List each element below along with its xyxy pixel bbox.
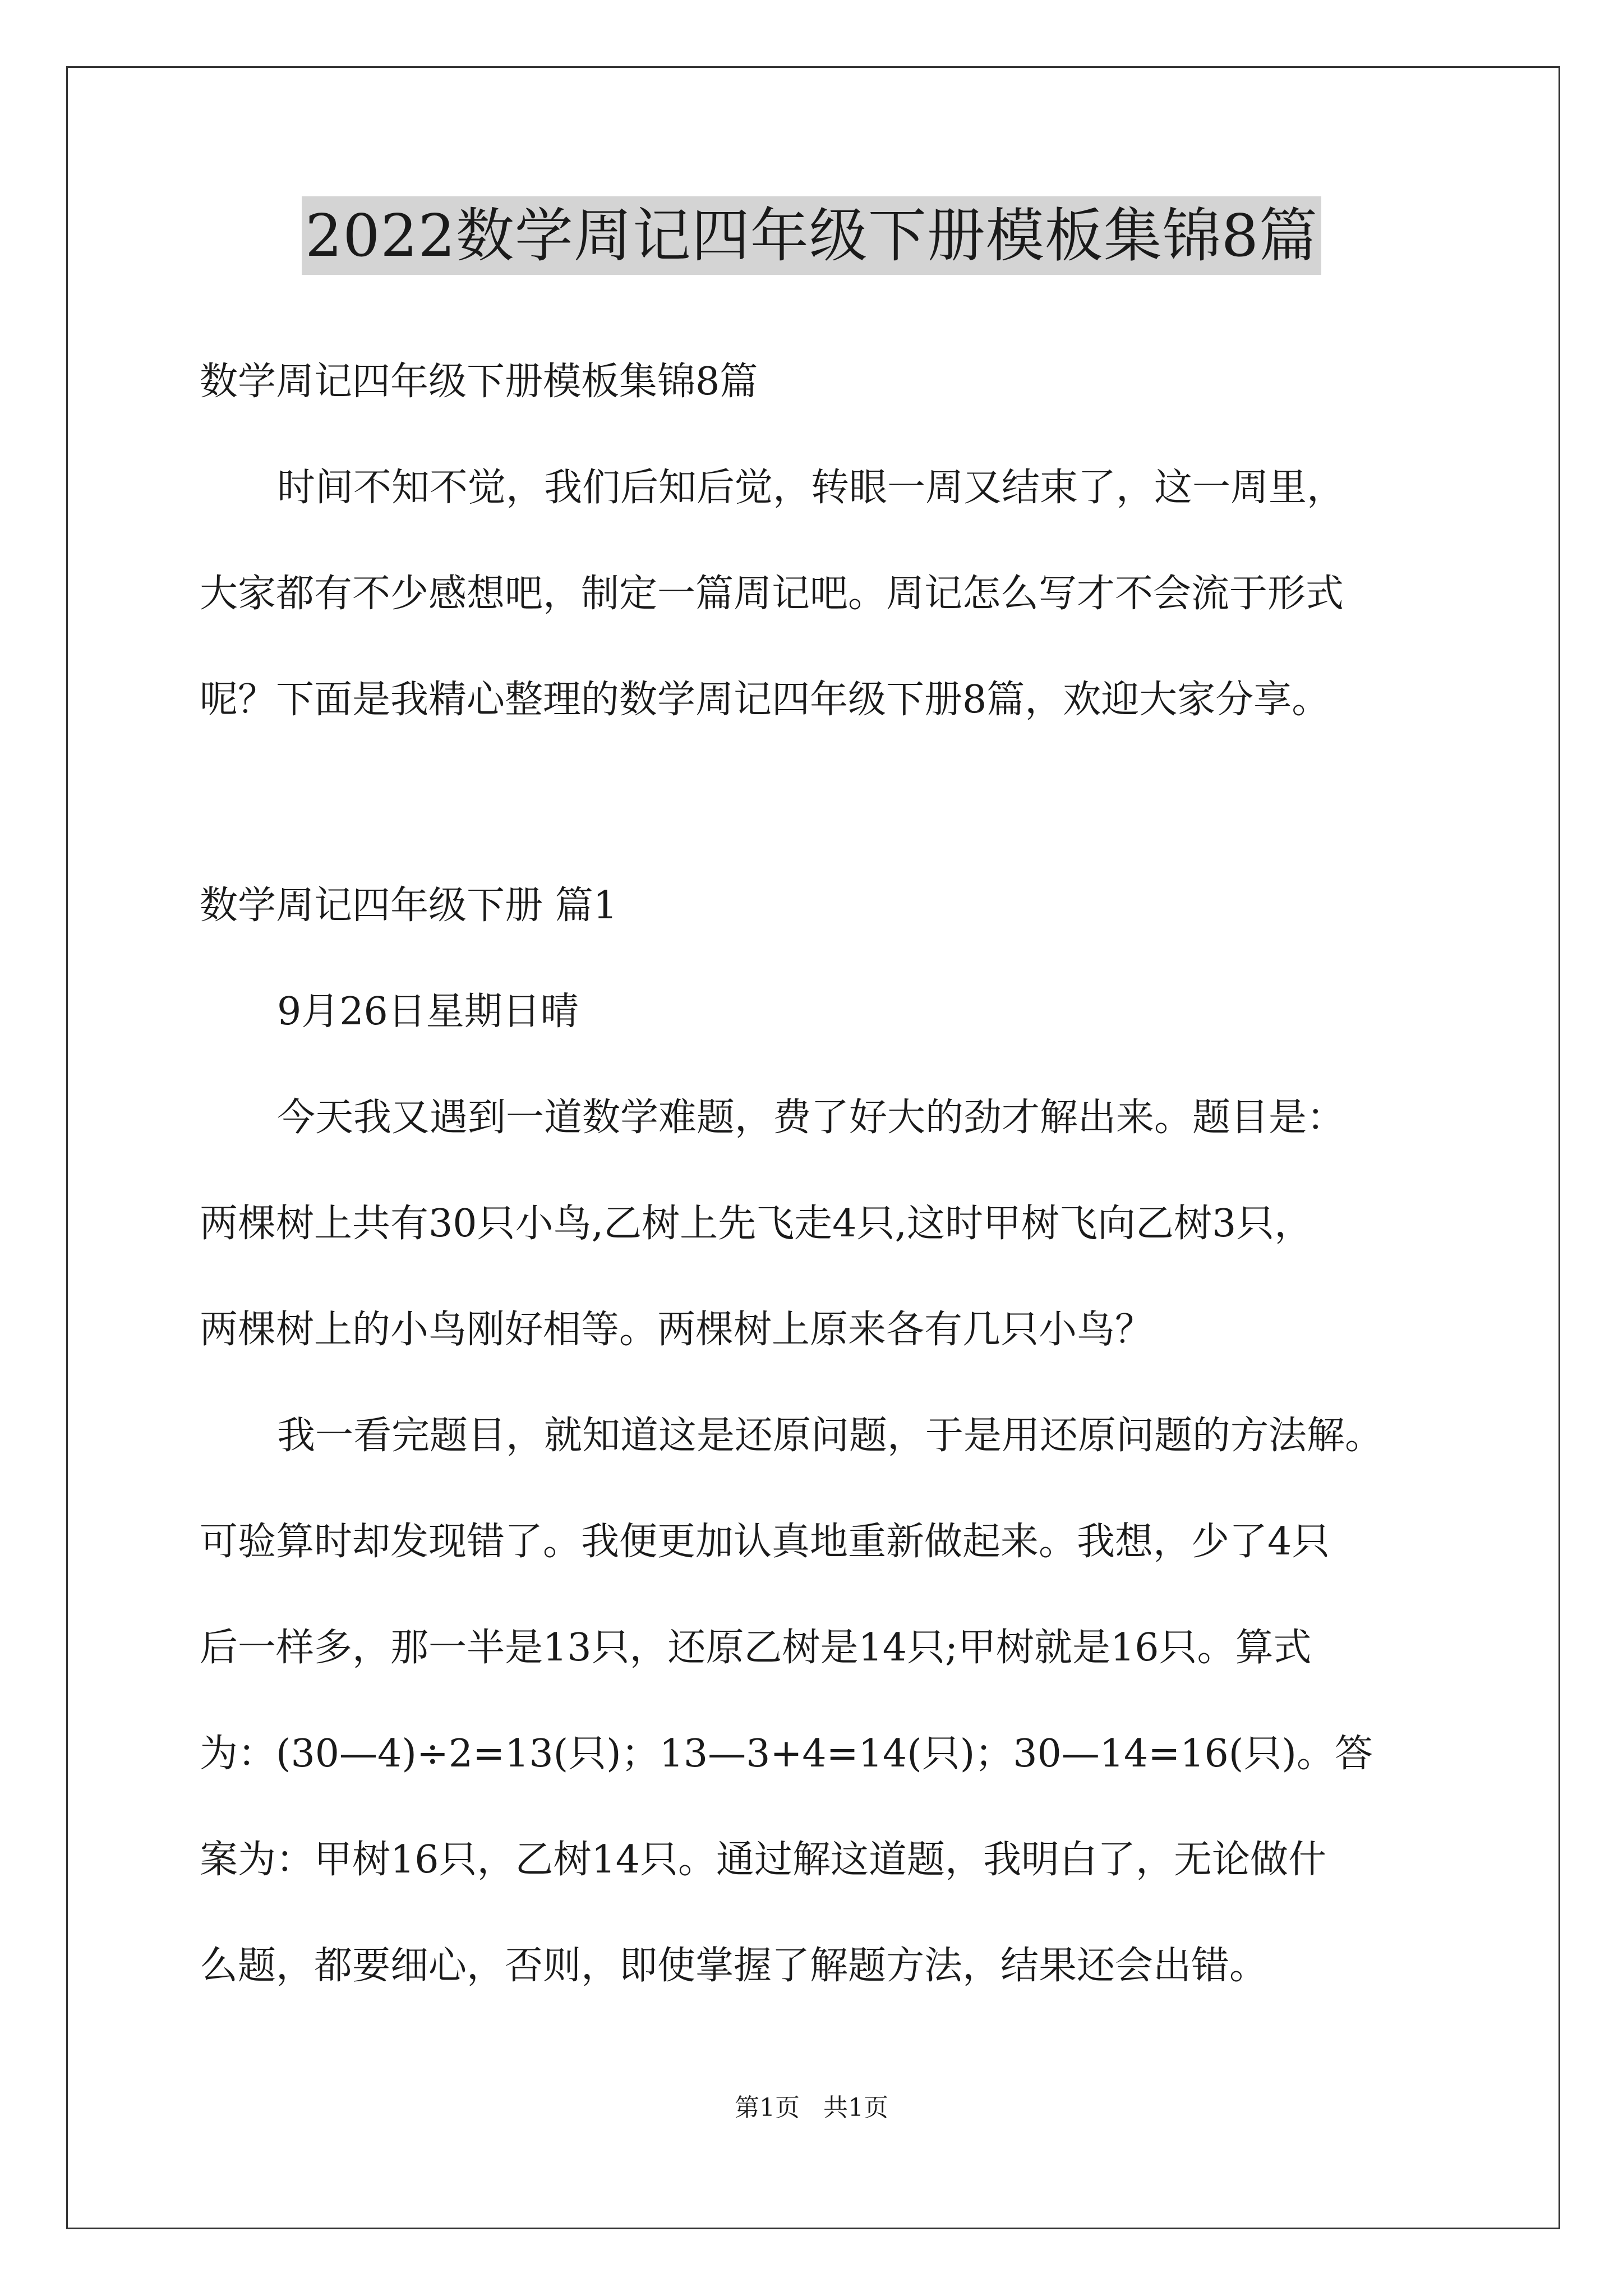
paragraph-line: 可验算时却发现错了。我便更加认真地重新做起来。我想，少了4只 xyxy=(200,1520,1330,1564)
paragraph-line: 大家都有不少感想吧，制定一篇周记吧。周记怎么写才不会流于形式 xyxy=(200,572,1344,616)
paragraph-line: 两棵树上的小鸟刚好相等。两棵树上原来各有几只小鸟？ xyxy=(200,1308,1154,1352)
paragraph-line: 呢？下面是我精心整理的数学周记四年级下册8篇，欢迎大家分享。 xyxy=(200,678,1330,722)
intro-paragraph xyxy=(200,435,1440,753)
page-footer: 第1页 共1页 xyxy=(735,2093,888,2122)
title-container xyxy=(0,196,1623,275)
paragraph-line: 后一样多，那一半是13只，还原乙树是14只;甲树就是16只。算式 xyxy=(200,1626,1312,1670)
paragraph-line: 案为：甲树16只，乙树14只。通过解这道题，我明白了，无论做什 xyxy=(200,1838,1327,1882)
paragraph-line: 我一看完题目，就知道这是还原问题，于是用还原问题的方法解。 xyxy=(277,1414,1384,1458)
paragraph-line: 为：(30—4)÷2=13(只)；13—3+4=14(只)；30—14=16(只)。答 xyxy=(200,1732,1373,1776)
date-line: 9月26日星期日晴 xyxy=(277,990,579,1034)
paragraph-line: 两棵树上共有30只小鸟,乙树上先飞走4只,这时甲树飞向乙树3只， xyxy=(200,1202,1313,1246)
paragraph-line: 今天我又遇到一道数学难题，费了好大的劲才解出来。题目是： xyxy=(277,1096,1345,1140)
section-one xyxy=(200,853,1440,2019)
section-heading: 数学周记四年级下册 篇1 xyxy=(200,884,617,928)
paragraph-line: 时间不知不觉，我们后知后觉，转眼一周又结束了，这一周里， xyxy=(277,466,1345,510)
document-title: 2022数学周记四年级下册模板集锦8篇 xyxy=(302,196,1321,275)
document-subtitle: 数学周记四年级下册模板集锦8篇 xyxy=(200,360,758,404)
paragraph-line: 么题，都要细心，否则，即使掌握了解题方法，结果还会出错。 xyxy=(200,1944,1268,1988)
